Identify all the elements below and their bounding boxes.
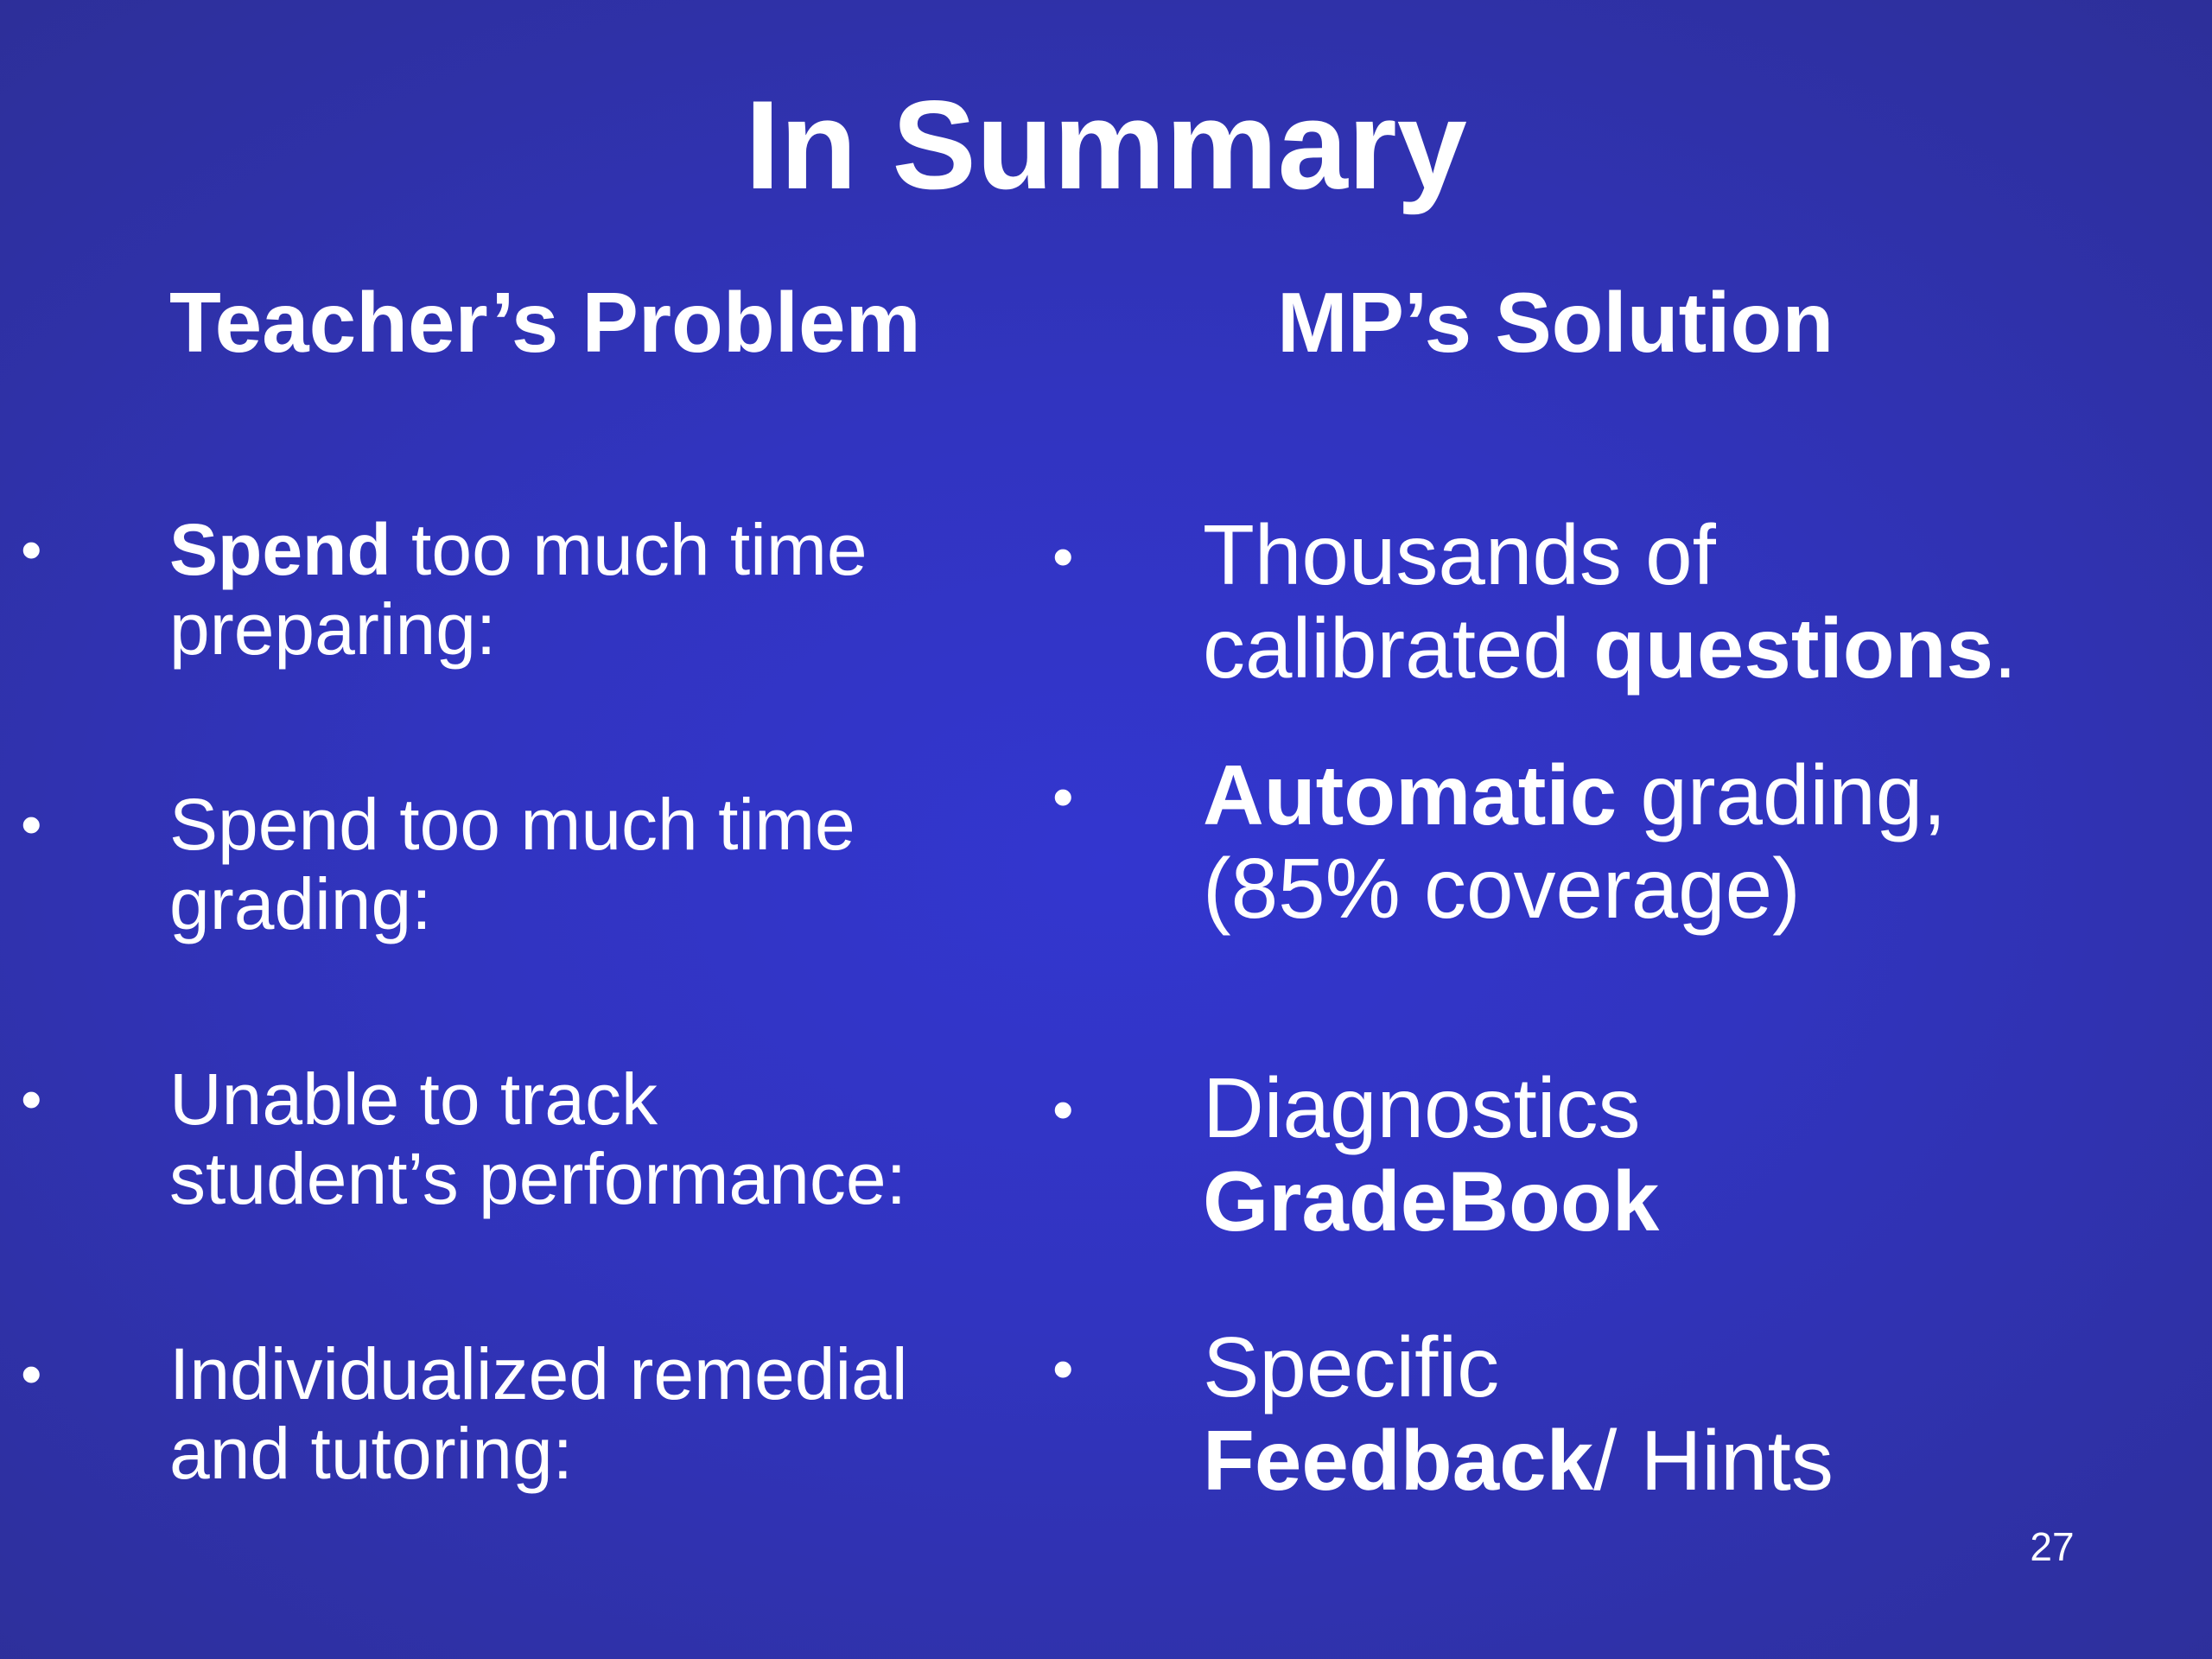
slide-title: In Summary: [745, 74, 1467, 215]
solution-text: [1203, 1320, 1834, 1507]
problem-line2: preparing:: [169, 588, 497, 670]
solution-bold-word: questions: [1593, 601, 1993, 696]
solution-line1-rest: grading,: [1617, 747, 1947, 842]
solution-bold-word: Feedback: [1203, 1413, 1594, 1508]
problem-bold-word: Spend: [169, 509, 391, 590]
solution-text: [1203, 1061, 1659, 1248]
page-number: 27: [2030, 1524, 2075, 1569]
teacher-problem-heading: Teacher’s Problem: [169, 275, 921, 370]
solution-line2-post: .: [1993, 601, 2018, 696]
bullet: •: [21, 1065, 42, 1133]
bullet: •: [21, 791, 42, 858]
problem-line1-rest: too much time: [391, 509, 868, 590]
problem-line2: student’s performance:: [169, 1138, 906, 1219]
solution-text: [1203, 508, 2017, 695]
mp-solution-heading: MP’s Solution: [1277, 275, 1834, 370]
problem-line2: and tutoring:: [169, 1413, 574, 1494]
bullet: •: [1052, 1335, 1074, 1402]
problem-text: [169, 1059, 906, 1218]
solution-line1: Thousands of: [1203, 507, 1716, 602]
solution-line2: (85% coverage): [1203, 841, 1801, 936]
solution-line2-pre: calibrated: [1203, 601, 1594, 696]
bullet: •: [1052, 763, 1074, 830]
solution-line1: Specific: [1203, 1319, 1500, 1414]
problem-line2: grading:: [169, 863, 432, 944]
problem-line1: Spend too much time: [169, 784, 855, 865]
problem-text: [169, 510, 868, 669]
bullet: •: [21, 1340, 42, 1408]
solution-bold-word: Automatic: [1203, 747, 1618, 842]
problem-text: [169, 1334, 907, 1493]
bullet: •: [1052, 523, 1074, 590]
bullet: •: [1052, 1076, 1074, 1143]
solution-text: [1203, 748, 1947, 935]
problem-line1: Individualized remedial: [169, 1333, 908, 1414]
problem-line1: Unable to track: [169, 1058, 658, 1140]
solution-line1: Diagnostics: [1203, 1060, 1641, 1155]
problem-text: [169, 785, 855, 944]
solution-line2-rest: / Hints: [1593, 1413, 1834, 1508]
solution-bold-word: GradeBook: [1203, 1154, 1660, 1249]
bullet: •: [21, 516, 42, 583]
